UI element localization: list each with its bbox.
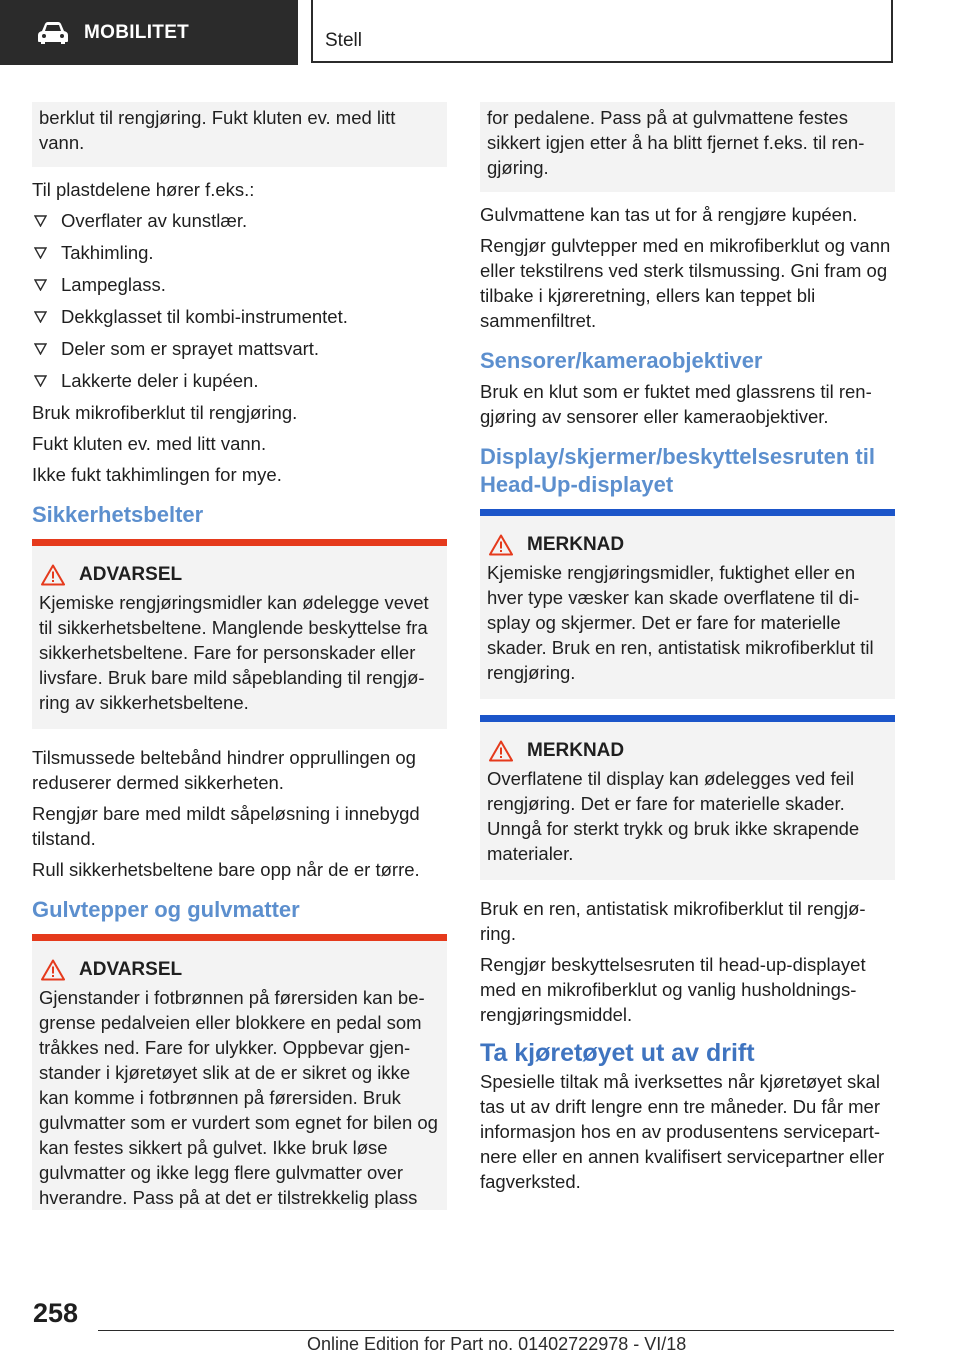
- paragraph: Rengjør beskyttelsesruten til head-up-displayet med en mikrofiberklut og vanlig husholdnings-rengjøringsmiddel.: [480, 954, 866, 1025]
- heading-displays: Display/skjermer/beskyttelsesruten til Head-Up-displayet: [480, 444, 875, 497]
- list-item: Takhimling.: [32, 240, 447, 265]
- triangle-bullet-icon: [34, 375, 47, 387]
- paragraph: Fukt kluten ev. med litt vann.: [32, 433, 267, 454]
- chapter-tab: [311, 0, 893, 63]
- section-tab: [0, 0, 298, 65]
- warning-title: ADVARSEL: [79, 959, 183, 980]
- notice-text: Kjemiske rengjøringsmidler, fuktighet eller en hver type væsker kan skade overflatene til di-splay og skjermer. Det er fare for materielle skader. Bruk en ren, antistatisk mikrofiberklut til rengjøring.: [487, 562, 874, 683]
- triangle-bullet-icon: [34, 215, 47, 227]
- paragraph: Rengjør gulvtepper med en mikrofiberklut og vann eller tekstilrens ved sterk tilsmussing. Gni fram og tilbake i kjøreretning, ellers kan teppet bli sammenfiltret.: [480, 235, 891, 331]
- section-title: MOBILITET: [84, 21, 190, 43]
- warning-box-floor-mats: [32, 934, 447, 1210]
- list-item: Lampeglass.: [32, 272, 447, 297]
- paragraph: Rengjør bare med mildt såpeløsning i innebygd tilstand.: [32, 803, 420, 849]
- page-number: 258: [33, 1298, 79, 1328]
- paragraph: Bruk mikrofiberklut til rengjøring.: [32, 402, 298, 423]
- continued-box: for pedalene. Pass på at gulvmattene festes sikkert igjen etter å ha blitt fjernet f.eks. til ren-gjøring.: [480, 102, 895, 192]
- notice-box-display-2: [480, 715, 895, 880]
- notice-box-display-1: [480, 509, 895, 699]
- warning-box-seatbelts: [32, 539, 447, 729]
- heading-floor-mats: Gulvtepper og gulvmatter: [32, 897, 300, 922]
- car-icon: [36, 21, 70, 45]
- warning-triangle-icon: [489, 534, 513, 556]
- triangle-bullet-icon: [34, 279, 47, 291]
- heading-sensors: Sensorer/kameraobjektiver: [480, 348, 763, 373]
- triangle-bullet-icon: [34, 311, 47, 323]
- continued-box: berklut til rengjøring. Fukt kluten ev. med litt vann.: [32, 102, 447, 167]
- paragraph: Bruk en ren, antistatisk mikrofiberklut til rengjø-ring.: [480, 898, 866, 944]
- warning-text: Kjemiske rengjøringsmidler kan ødelegge vevet til sikkerhetsbeltene. Manglende beskyttelse fra sikkerhetsbeltene. Fare for personskader eller livsfare. Bruk bare mild såpeblanding til rengjø-ring av sikkerhetsbeltene.: [39, 592, 429, 713]
- warning-triangle-icon: [41, 564, 65, 586]
- warning-title: ADVARSEL: [79, 564, 183, 585]
- list-item: Dekkglasset til kombi-instrumentet.: [32, 304, 447, 329]
- chapter-title: Stell: [325, 30, 362, 51]
- right-column: [480, 102, 895, 1200]
- heading-storage: Ta kjøretøyet ut av drift: [480, 1039, 755, 1067]
- edition-footer: Online Edition for Part no. 01402722978 - VI/18: [307, 1334, 687, 1354]
- paragraph: Spesielle tiltak må iverksettes når kjøretøyet skal tas ut av drift lengre enn tre måneder. Du får mer informasjon hos en av produsentens servicepart-nere eller en annen kvalifisert servicepartner eller fagverksted.: [480, 1071, 885, 1192]
- list-item: Overflater av kunstlær.: [32, 208, 447, 233]
- triangle-bullet-icon: [34, 247, 47, 259]
- triangle-bullet-icon: [34, 343, 47, 355]
- list-item: Lakkerte deler i kupéen.: [32, 368, 447, 393]
- paragraph: Tilsmussede beltebånd hindrer opprullingen og reduserer dermed sikkerheten.: [32, 747, 416, 793]
- warning-triangle-icon: [489, 740, 513, 762]
- paragraph: Gulvmattene kan tas ut for å rengjøre kupéen.: [480, 204, 858, 225]
- list-item: Deler som er sprayet mattsvart.: [32, 336, 447, 361]
- left-column: [32, 102, 447, 1226]
- warning-triangle-icon: [41, 959, 65, 981]
- paragraph: Ikke fukt takhimlingen for mye.: [32, 464, 282, 485]
- plastic-intro: Til plastdelene hører f.eks.:: [32, 179, 255, 200]
- heading-seatbelts: Sikkerhetsbelter: [32, 502, 204, 527]
- paragraph: Rull sikkerhetsbeltene bare opp når de er tørre.: [32, 859, 420, 880]
- notice-text: Overflatene til display kan ødelegges ved feil rengjøring. Det er fare for materielle skader. Unngå for sterkt trykk og bruk ikke skrapende materialer.: [487, 768, 860, 864]
- warning-text: Gjenstander i fotbrønnen på førersiden kan be-grense pedalveien eller blokkere en pedal som tråkkes ned. Fare for ulykker. Oppbevar gjen-stander i kjøretøyet slik at de er sikret og ikke kan komme i fotbrønnen på førersiden. Bruk gulvmatter som er vurdert som egnet for bilen og kan festes sikkert på gulvet. Ikke bruk løse gulvmatter og ikke legg flere gulvmatter over hverandre. Pass på at det er tilstrekkelig plass: [39, 987, 438, 1208]
- notice-title: MERKNAD: [527, 740, 625, 761]
- footer-rule: [98, 1330, 894, 1331]
- notice-title: MERKNAD: [527, 534, 625, 555]
- paragraph: Bruk en klut som er fuktet med glassrens til ren-gjøring av sensorer eller kameraobjektiver.: [480, 381, 872, 427]
- plastic-parts-list: [32, 208, 447, 393]
